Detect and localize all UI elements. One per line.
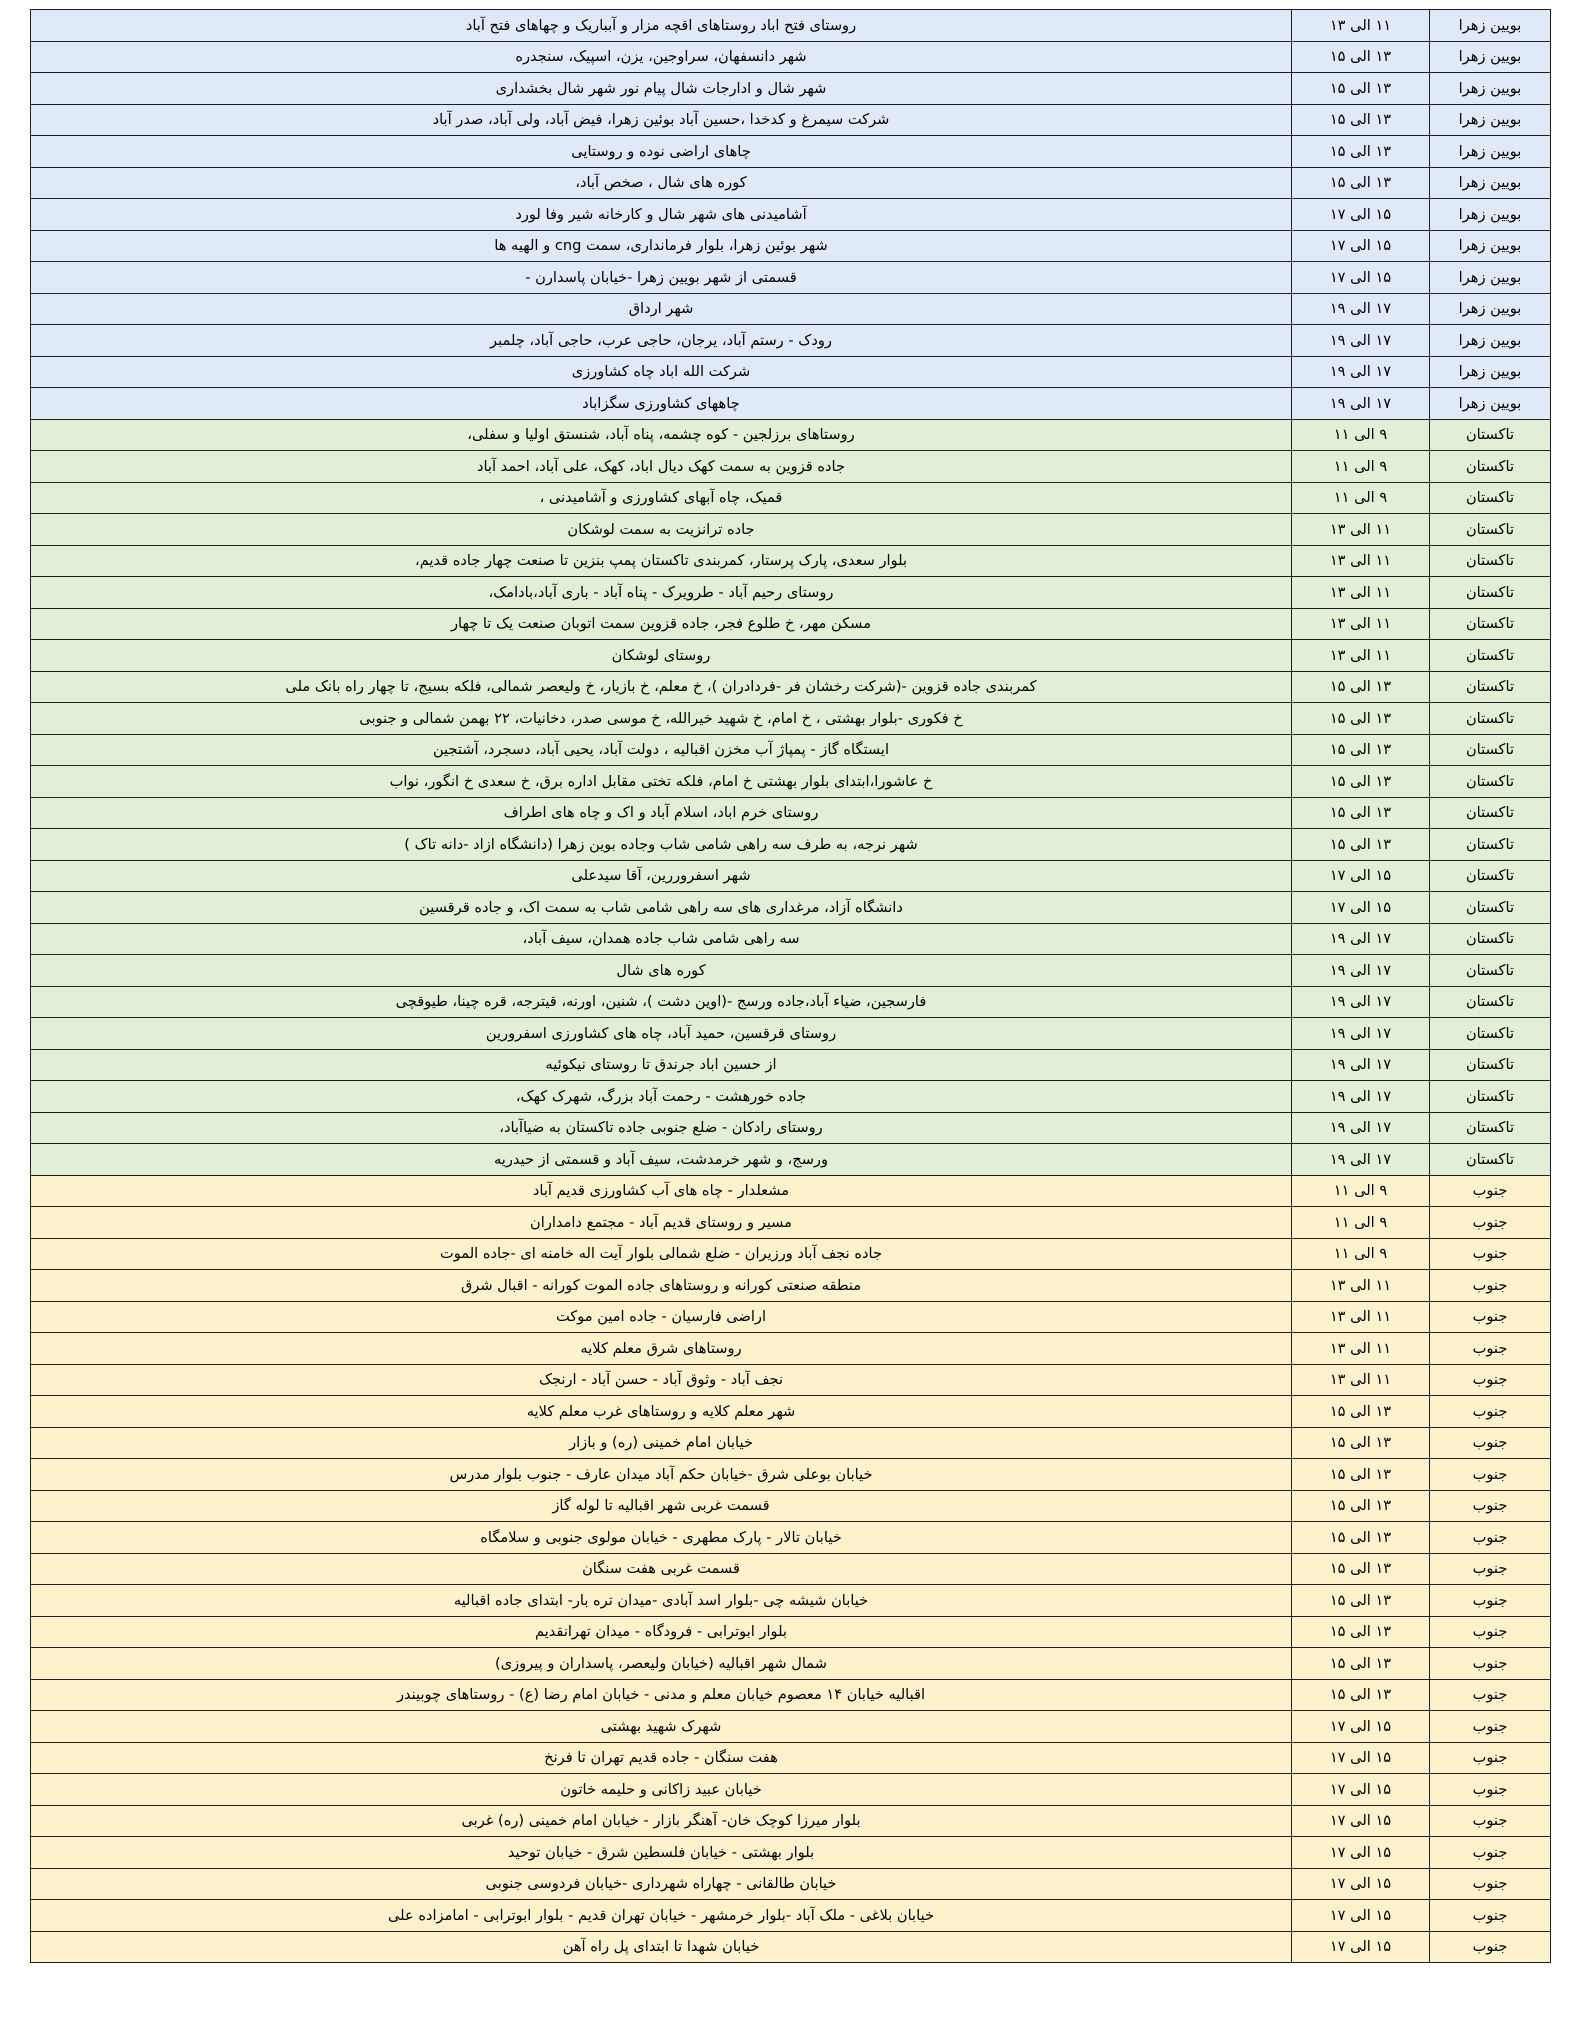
table-row bbox=[31, 1301, 1551, 1333]
table-row bbox=[31, 608, 1551, 640]
area-cell: شهر بوئین زهرا، بلوار فرمانداری، سمت cng و الهیه ها bbox=[31, 230, 1292, 262]
area-cell: کمربندی جاده قزوین -(شرکت رخشان فر -فردادران )، خ معلم، خ بازیار، خ ولیعصر شمالی، فلکه بسیج، تا چهار راه بانک ملی bbox=[31, 671, 1292, 703]
area-cell: از حسین اباد جرندق تا روستای نیکوئیه bbox=[31, 1049, 1292, 1081]
table-row bbox=[31, 923, 1551, 955]
area-cell: شهر معلم کلایه و روستاهای غرب معلم کلایه bbox=[31, 1396, 1292, 1428]
area-cell: خیابان بوعلی شرق -خیابان حکم آباد میدان عارف - جنوب بلوار مدرس bbox=[31, 1459, 1292, 1491]
time-range-cell: ۱۷ الی ۱۹ bbox=[1292, 1049, 1430, 1081]
area-cell: شهر اسفروررین، آقا سیدعلی bbox=[31, 860, 1292, 892]
area-cell: چاهای اراضی نوده و روستایی bbox=[31, 136, 1292, 168]
area-cell: شرکت سیمرغ و کدخدا ،حسین آباد بوئین زهرا، فیض آباد، ولی آباد، صدر آباد bbox=[31, 104, 1292, 136]
region-cell: تاکستان bbox=[1430, 797, 1551, 829]
time-range-cell: ۱۷ الی ۱۹ bbox=[1292, 923, 1430, 955]
area-cell: خیابان عبید زاکانی و حلیمه خاتون bbox=[31, 1774, 1292, 1806]
area-cell: قسمتی از شهر بویین زهرا -خیابان پاسدارن - bbox=[31, 262, 1292, 294]
table-row bbox=[31, 356, 1551, 388]
table-row bbox=[31, 1805, 1551, 1837]
table-row bbox=[31, 860, 1551, 892]
region-cell: بویین زهرا bbox=[1430, 10, 1551, 42]
table-row bbox=[31, 766, 1551, 798]
time-range-cell: ۹ الی ۱۱ bbox=[1292, 1207, 1430, 1239]
area-cell: روستای فتح اباد روستاهای اقچه مزار و آبباریک و چهاهای فتح آباد bbox=[31, 10, 1292, 42]
region-cell: جنوب bbox=[1430, 1364, 1551, 1396]
area-cell: شهر نرجه، به طرف سه راهی شامی شاب وجاده بوین زهرا (دانشگاه ازاد -دانه تاک ) bbox=[31, 829, 1292, 861]
area-cell: جاده خورهشت - رحمت آباد بزرگ، شهرک کهک، bbox=[31, 1081, 1292, 1113]
region-cell: جنوب bbox=[1430, 1270, 1551, 1302]
region-cell: تاکستان bbox=[1430, 860, 1551, 892]
region-cell: جنوب bbox=[1430, 1427, 1551, 1459]
time-range-cell: ۱۳ الی ۱۵ bbox=[1292, 1522, 1430, 1554]
time-range-cell: ۱۵ الی ۱۷ bbox=[1292, 1868, 1430, 1900]
time-range-cell: ۱۷ الی ۱۹ bbox=[1292, 1144, 1430, 1176]
region-cell: جنوب bbox=[1430, 1711, 1551, 1743]
region-cell: بویین زهرا bbox=[1430, 104, 1551, 136]
region-cell: جنوب bbox=[1430, 1931, 1551, 1963]
time-range-cell: ۱۱ الی ۱۳ bbox=[1292, 514, 1430, 546]
time-range-cell: ۱۱ الی ۱۳ bbox=[1292, 577, 1430, 609]
table-row bbox=[31, 41, 1551, 73]
table-row bbox=[31, 703, 1551, 735]
time-range-cell: ۱۱ الی ۱۳ bbox=[1292, 10, 1430, 42]
region-cell: تاکستان bbox=[1430, 829, 1551, 861]
area-cell: مشعلدار - چاه های آب کشاورزی قدیم آباد bbox=[31, 1175, 1292, 1207]
region-cell: جنوب bbox=[1430, 1175, 1551, 1207]
table-row bbox=[31, 451, 1551, 483]
region-cell: جنوب bbox=[1430, 1333, 1551, 1365]
table-row bbox=[31, 1364, 1551, 1396]
time-range-cell: ۱۷ الی ۱۹ bbox=[1292, 325, 1430, 357]
region-cell: تاکستان bbox=[1430, 955, 1551, 987]
time-range-cell: ۱۷ الی ۱۹ bbox=[1292, 388, 1430, 420]
region-cell: تاکستان bbox=[1430, 1081, 1551, 1113]
table-row bbox=[31, 577, 1551, 609]
table-row bbox=[31, 230, 1551, 262]
region-cell: بویین زهرا bbox=[1430, 325, 1551, 357]
time-range-cell: ۱۵ الی ۱۷ bbox=[1292, 1931, 1430, 1963]
table-row bbox=[31, 73, 1551, 105]
area-cell: دانشگاه آزاد، مرغداری های سه راهی شامی شاب به سمت اک، و جاده قرقسین bbox=[31, 892, 1292, 924]
time-range-cell: ۱۵ الی ۱۷ bbox=[1292, 1900, 1430, 1932]
region-cell: جنوب bbox=[1430, 1900, 1551, 1932]
time-range-cell: ۹ الی ۱۱ bbox=[1292, 419, 1430, 451]
table-row bbox=[31, 1081, 1551, 1113]
area-cell: رودک - رستم آباد، یرجان، حاجی عرب، حاجی آباد، چلمبر bbox=[31, 325, 1292, 357]
region-cell: بویین زهرا bbox=[1430, 167, 1551, 199]
region-cell: جنوب bbox=[1430, 1805, 1551, 1837]
table-row bbox=[31, 1396, 1551, 1428]
area-cell: قسمت غربی شهر اقبالیه تا لوله گاز bbox=[31, 1490, 1292, 1522]
area-cell: فارسجین، ضیاء آباد،جاده ورسج -(اوین دشت )، شنین، اورنه، قیترجه، قره چینا، طیوقچی bbox=[31, 986, 1292, 1018]
region-cell: جنوب bbox=[1430, 1868, 1551, 1900]
table-row bbox=[31, 1900, 1551, 1932]
region-cell: تاکستان bbox=[1430, 451, 1551, 483]
region-cell: بویین زهرا bbox=[1430, 41, 1551, 73]
table-row bbox=[31, 892, 1551, 924]
table-row bbox=[31, 1018, 1551, 1050]
outage-schedule-table bbox=[30, 9, 1551, 1963]
area-cell: خ فکوری -بلوار بهشتی ، خ امام، خ شهید خیرالله، خ موسی صدر، دخانیات، ۲۲ بهمن شمالی و جنوبی bbox=[31, 703, 1292, 735]
time-range-cell: ۱۷ الی ۱۹ bbox=[1292, 1112, 1430, 1144]
region-cell: تاکستان bbox=[1430, 608, 1551, 640]
table-row bbox=[31, 1270, 1551, 1302]
area-cell: اقبالیه خیابان ۱۴ معصوم خیابان معلم و مدنی - خیابان امام رضا (ع) - روستاهای چوبیندر bbox=[31, 1679, 1292, 1711]
table-row bbox=[31, 1112, 1551, 1144]
table-row bbox=[31, 514, 1551, 546]
region-cell: تاکستان bbox=[1430, 986, 1551, 1018]
table-row bbox=[31, 1585, 1551, 1617]
time-range-cell: ۱۳ الی ۱۵ bbox=[1292, 671, 1430, 703]
region-cell: تاکستان bbox=[1430, 514, 1551, 546]
region-cell: تاکستان bbox=[1430, 640, 1551, 672]
region-cell: بویین زهرا bbox=[1430, 199, 1551, 231]
time-range-cell: ۱۱ الی ۱۳ bbox=[1292, 1333, 1430, 1365]
area-cell: خیابان بلاغی - ملک آباد -بلوار خرمشهر - خیابان تهران قدیم - بلوار ابوترابی - امامزاده علی bbox=[31, 1900, 1292, 1932]
area-cell: جاده ترانزیت به سمت لوشکان bbox=[31, 514, 1292, 546]
area-cell: کوره های شال ، صخص آباد، bbox=[31, 167, 1292, 199]
time-range-cell: ۱۷ الی ۱۹ bbox=[1292, 955, 1430, 987]
time-range-cell: ۱۵ الی ۱۷ bbox=[1292, 230, 1430, 262]
table-row bbox=[31, 104, 1551, 136]
area-cell: سه راهی شامی شاب جاده همدان، سیف آباد، bbox=[31, 923, 1292, 955]
time-range-cell: ۱۷ الی ۱۹ bbox=[1292, 356, 1430, 388]
table-row bbox=[31, 199, 1551, 231]
area-cell: قمیک، چاه آبهای کشاورزی و آشامیدنی ، bbox=[31, 482, 1292, 514]
time-range-cell: ۹ الی ۱۱ bbox=[1292, 1175, 1430, 1207]
time-range-cell: ۱۵ الی ۱۷ bbox=[1292, 1774, 1430, 1806]
time-range-cell: ۱۳ الی ۱۵ bbox=[1292, 1553, 1430, 1585]
area-cell: خیابان تالار - پارک مطهری - خیابان مولوی جنوبی و سلامگاه bbox=[31, 1522, 1292, 1554]
time-range-cell: ۱۳ الی ۱۵ bbox=[1292, 136, 1430, 168]
time-range-cell: ۱۳ الی ۱۵ bbox=[1292, 703, 1430, 735]
time-range-cell: ۱۳ الی ۱۵ bbox=[1292, 41, 1430, 73]
table-row bbox=[31, 797, 1551, 829]
table-row bbox=[31, 1868, 1551, 1900]
table-row bbox=[31, 1711, 1551, 1743]
region-cell: بویین زهرا bbox=[1430, 230, 1551, 262]
table-row bbox=[31, 1144, 1551, 1176]
area-cell: منطقه صنعتی کورانه و روستاهای جاده الموت کورانه - اقبال شرق bbox=[31, 1270, 1292, 1302]
region-cell: جنوب bbox=[1430, 1522, 1551, 1554]
table-row bbox=[31, 1490, 1551, 1522]
time-range-cell: ۱۵ الی ۱۷ bbox=[1292, 892, 1430, 924]
region-cell: تاکستان bbox=[1430, 671, 1551, 703]
time-range-cell: ۱۵ الی ۱۷ bbox=[1292, 1837, 1430, 1869]
table-row bbox=[31, 671, 1551, 703]
region-cell: بویین زهرا bbox=[1430, 136, 1551, 168]
time-range-cell: ۱۵ الی ۱۷ bbox=[1292, 860, 1430, 892]
region-cell: بویین زهرا bbox=[1430, 73, 1551, 105]
table-row bbox=[31, 1616, 1551, 1648]
time-range-cell: ۱۵ الی ۱۷ bbox=[1292, 1742, 1430, 1774]
time-range-cell: ۱۳ الی ۱۵ bbox=[1292, 1585, 1430, 1617]
time-range-cell: ۱۳ الی ۱۵ bbox=[1292, 1490, 1430, 1522]
region-cell: جنوب bbox=[1430, 1774, 1551, 1806]
region-cell: جنوب bbox=[1430, 1301, 1551, 1333]
region-cell: تاکستان bbox=[1430, 419, 1551, 451]
table-row bbox=[31, 955, 1551, 987]
region-cell: تاکستان bbox=[1430, 703, 1551, 735]
region-cell: بویین زهرا bbox=[1430, 356, 1551, 388]
area-cell: نجف آباد - وثوق آباد - حسن آباد - ارنجک bbox=[31, 1364, 1292, 1396]
region-cell: تاکستان bbox=[1430, 545, 1551, 577]
area-cell: شهرک شهید بهشتی bbox=[31, 1711, 1292, 1743]
time-range-cell: ۹ الی ۱۱ bbox=[1292, 1238, 1430, 1270]
area-cell: بلوار بهشتی - خیابان فلسطین شرق - خیابان توحید bbox=[31, 1837, 1292, 1869]
table-row bbox=[31, 482, 1551, 514]
region-cell: جنوب bbox=[1430, 1648, 1551, 1680]
area-cell: خ عاشورا،ابتدای بلوار بهشتی خ امام، فلکه تختی مقابل اداره برق، خ سعدی خ انگور، نواب bbox=[31, 766, 1292, 798]
area-cell: شرکت الله اباد چاه کشاورزی bbox=[31, 356, 1292, 388]
region-cell: جنوب bbox=[1430, 1585, 1551, 1617]
table-row bbox=[31, 1427, 1551, 1459]
area-cell: شهر دانسفهان، سراوجین، یزن، اسپیک، سنجدره bbox=[31, 41, 1292, 73]
time-range-cell: ۱۳ الی ۱۵ bbox=[1292, 797, 1430, 829]
time-range-cell: ۱۳ الی ۱۵ bbox=[1292, 104, 1430, 136]
time-range-cell: ۱۳ الی ۱۵ bbox=[1292, 829, 1430, 861]
table-row bbox=[31, 1553, 1551, 1585]
region-cell: تاکستان bbox=[1430, 923, 1551, 955]
region-cell: تاکستان bbox=[1430, 892, 1551, 924]
area-cell: هفت سنگان - جاده قدیم تهران تا فرنخ bbox=[31, 1742, 1292, 1774]
area-cell: بلوار میرزا کوچک خان- آهنگر بازار - خیابان امام خمینی (ره) غربی bbox=[31, 1805, 1292, 1837]
area-cell: خیابان شهدا تا ابتدای پل راه آهن bbox=[31, 1931, 1292, 1963]
area-cell: بلوار سعدی، پارک پرستار، کمربندی تاکستان پمپ بنزین تا صنعت چهار جاده قدیم، bbox=[31, 545, 1292, 577]
table-row bbox=[31, 1931, 1551, 1963]
time-range-cell: ۱۵ الی ۱۷ bbox=[1292, 199, 1430, 231]
table-row bbox=[31, 1333, 1551, 1365]
area-cell: روستای قرقسین، حمید آباد، چاه های کشاورزی اسفرورین bbox=[31, 1018, 1292, 1050]
time-range-cell: ۱۱ الی ۱۳ bbox=[1292, 1301, 1430, 1333]
table-row bbox=[31, 293, 1551, 325]
area-cell: خیابان امام خمینی (ره) و بازار bbox=[31, 1427, 1292, 1459]
time-range-cell: ۱۳ الی ۱۵ bbox=[1292, 1616, 1430, 1648]
region-cell: تاکستان bbox=[1430, 482, 1551, 514]
area-cell: روستای رادکان - ضلع جنوبی جاده تاکستان به ضیاآباد، bbox=[31, 1112, 1292, 1144]
table-body bbox=[31, 10, 1551, 1963]
table-row bbox=[31, 1679, 1551, 1711]
area-cell: روستای رحیم آباد - طرویرک - پناه آباد - باری آباد،بادامک، bbox=[31, 577, 1292, 609]
time-range-cell: ۱۱ الی ۱۳ bbox=[1292, 640, 1430, 672]
table-row bbox=[31, 734, 1551, 766]
time-range-cell: ۱۱ الی ۱۳ bbox=[1292, 1364, 1430, 1396]
area-cell: خیابان طالقانی - چهاراه شهرداری -خیابان فردوسی جنوبی bbox=[31, 1868, 1292, 1900]
table-row bbox=[31, 1522, 1551, 1554]
area-cell: شهر شال و ادارجات شال پیام نور شهر شال بخشداری bbox=[31, 73, 1292, 105]
region-cell: تاکستان bbox=[1430, 1144, 1551, 1176]
area-cell: جاده نجف آباد ورزیران - ضلع شمالی بلوار آیت اله خامنه ای -جاده الموت bbox=[31, 1238, 1292, 1270]
time-range-cell: ۱۷ الی ۱۹ bbox=[1292, 293, 1430, 325]
table-row bbox=[31, 1207, 1551, 1239]
time-range-cell: ۱۷ الی ۱۹ bbox=[1292, 986, 1430, 1018]
table-row bbox=[31, 1049, 1551, 1081]
area-cell: ایستگاه گاز - پمپاژ آب مخزن اقبالیه ، دولت آباد، یحیی آباد، دسجرد، آشتجین bbox=[31, 734, 1292, 766]
time-range-cell: ۱۷ الی ۱۹ bbox=[1292, 1081, 1430, 1113]
area-cell: ورسج، و شهر خرمدشت، سیف آباد و قسمتی از حیدریه bbox=[31, 1144, 1292, 1176]
region-cell: جنوب bbox=[1430, 1837, 1551, 1869]
region-cell: بویین زهرا bbox=[1430, 262, 1551, 294]
area-cell: اراضی فارسیان - جاده امین موکت bbox=[31, 1301, 1292, 1333]
time-range-cell: ۱۳ الی ۱۵ bbox=[1292, 1679, 1430, 1711]
time-range-cell: ۱۱ الی ۱۳ bbox=[1292, 1270, 1430, 1302]
region-cell: تاکستان bbox=[1430, 1018, 1551, 1050]
region-cell: بویین زهرا bbox=[1430, 388, 1551, 420]
area-cell: مسیر و روستای قدیم آباد - مجتمع دامداران bbox=[31, 1207, 1292, 1239]
table-row bbox=[31, 1742, 1551, 1774]
area-cell: شمال شهر اقبالیه (خیابان ولیعصر، پاسداران و پیروزی) bbox=[31, 1648, 1292, 1680]
table-row bbox=[31, 262, 1551, 294]
time-range-cell: ۱۳ الی ۱۵ bbox=[1292, 1459, 1430, 1491]
area-cell: روستاهای برزلجین - کوه چشمه، پناه آباد، شنستق اولیا و سفلی، bbox=[31, 419, 1292, 451]
region-cell: تاکستان bbox=[1430, 577, 1551, 609]
region-cell: جنوب bbox=[1430, 1616, 1551, 1648]
region-cell: جنوب bbox=[1430, 1742, 1551, 1774]
area-cell: خیابان شیشه چی -بلوار اسد آبادی -میدان تره بار- ابتدای جاده اقبالیه bbox=[31, 1585, 1292, 1617]
area-cell: روستای خرم اباد، اسلام آباد و اک و چاه های اطراف bbox=[31, 797, 1292, 829]
table-row bbox=[31, 545, 1551, 577]
table-row bbox=[31, 1238, 1551, 1270]
table-row bbox=[31, 1774, 1551, 1806]
area-cell: روستای لوشکان bbox=[31, 640, 1292, 672]
region-cell: جنوب bbox=[1430, 1459, 1551, 1491]
time-range-cell: ۱۳ الی ۱۵ bbox=[1292, 734, 1430, 766]
table-row bbox=[31, 325, 1551, 357]
region-cell: تاکستان bbox=[1430, 766, 1551, 798]
time-range-cell: ۱۵ الی ۱۷ bbox=[1292, 262, 1430, 294]
time-range-cell: ۹ الی ۱۱ bbox=[1292, 451, 1430, 483]
region-cell: تاکستان bbox=[1430, 734, 1551, 766]
table-row bbox=[31, 388, 1551, 420]
time-range-cell: ۱۳ الی ۱۵ bbox=[1292, 1396, 1430, 1428]
region-cell: بویین زهرا bbox=[1430, 293, 1551, 325]
table-row bbox=[31, 419, 1551, 451]
area-cell: روستاهای شرق معلم کلایه bbox=[31, 1333, 1292, 1365]
area-cell: جاده قزوین به سمت کهک دیال اباد، کهک، علی آباد، احمد آباد bbox=[31, 451, 1292, 483]
table-row bbox=[31, 1175, 1551, 1207]
area-cell: آشامیدنی های شهر شال و کارخانه شیر وفا لورد bbox=[31, 199, 1292, 231]
time-range-cell: ۱۳ الی ۱۵ bbox=[1292, 1427, 1430, 1459]
area-cell: شهر ارداق bbox=[31, 293, 1292, 325]
time-range-cell: ۱۷ الی ۱۹ bbox=[1292, 1018, 1430, 1050]
time-range-cell: ۱۳ الی ۱۵ bbox=[1292, 167, 1430, 199]
region-cell: تاکستان bbox=[1430, 1049, 1551, 1081]
time-range-cell: ۱۳ الی ۱۵ bbox=[1292, 73, 1430, 105]
region-cell: جنوب bbox=[1430, 1207, 1551, 1239]
region-cell: جنوب bbox=[1430, 1238, 1551, 1270]
time-range-cell: ۱۳ الی ۱۵ bbox=[1292, 1648, 1430, 1680]
region-cell: جنوب bbox=[1430, 1490, 1551, 1522]
time-range-cell: ۱۱ الی ۱۳ bbox=[1292, 608, 1430, 640]
area-cell: کوره های شال bbox=[31, 955, 1292, 987]
region-cell: جنوب bbox=[1430, 1396, 1551, 1428]
area-cell: مسکن مهر، خ طلوع فجر، جاده قزوین سمت اتوبان صنعت یک تا چهار bbox=[31, 608, 1292, 640]
table-row bbox=[31, 640, 1551, 672]
table-row bbox=[31, 829, 1551, 861]
table-row bbox=[31, 986, 1551, 1018]
region-cell: تاکستان bbox=[1430, 1112, 1551, 1144]
table-row bbox=[31, 1837, 1551, 1869]
area-cell: قسمت غربی هفت سنگان bbox=[31, 1553, 1292, 1585]
table-row bbox=[31, 1459, 1551, 1491]
region-cell: جنوب bbox=[1430, 1553, 1551, 1585]
table-row bbox=[31, 167, 1551, 199]
region-cell: جنوب bbox=[1430, 1679, 1551, 1711]
time-range-cell: ۹ الی ۱۱ bbox=[1292, 482, 1430, 514]
time-range-cell: ۱۱ الی ۱۳ bbox=[1292, 545, 1430, 577]
table-row bbox=[31, 10, 1551, 42]
area-cell: بلوار ابوترابی - فرودگاه - میدان تهرانقدیم bbox=[31, 1616, 1292, 1648]
table-row bbox=[31, 136, 1551, 168]
time-range-cell: ۱۵ الی ۱۷ bbox=[1292, 1711, 1430, 1743]
time-range-cell: ۱۵ الی ۱۷ bbox=[1292, 1805, 1430, 1837]
time-range-cell: ۱۳ الی ۱۵ bbox=[1292, 766, 1430, 798]
area-cell: چاههای کشاورزی سگزاباد bbox=[31, 388, 1292, 420]
table-row bbox=[31, 1648, 1551, 1680]
